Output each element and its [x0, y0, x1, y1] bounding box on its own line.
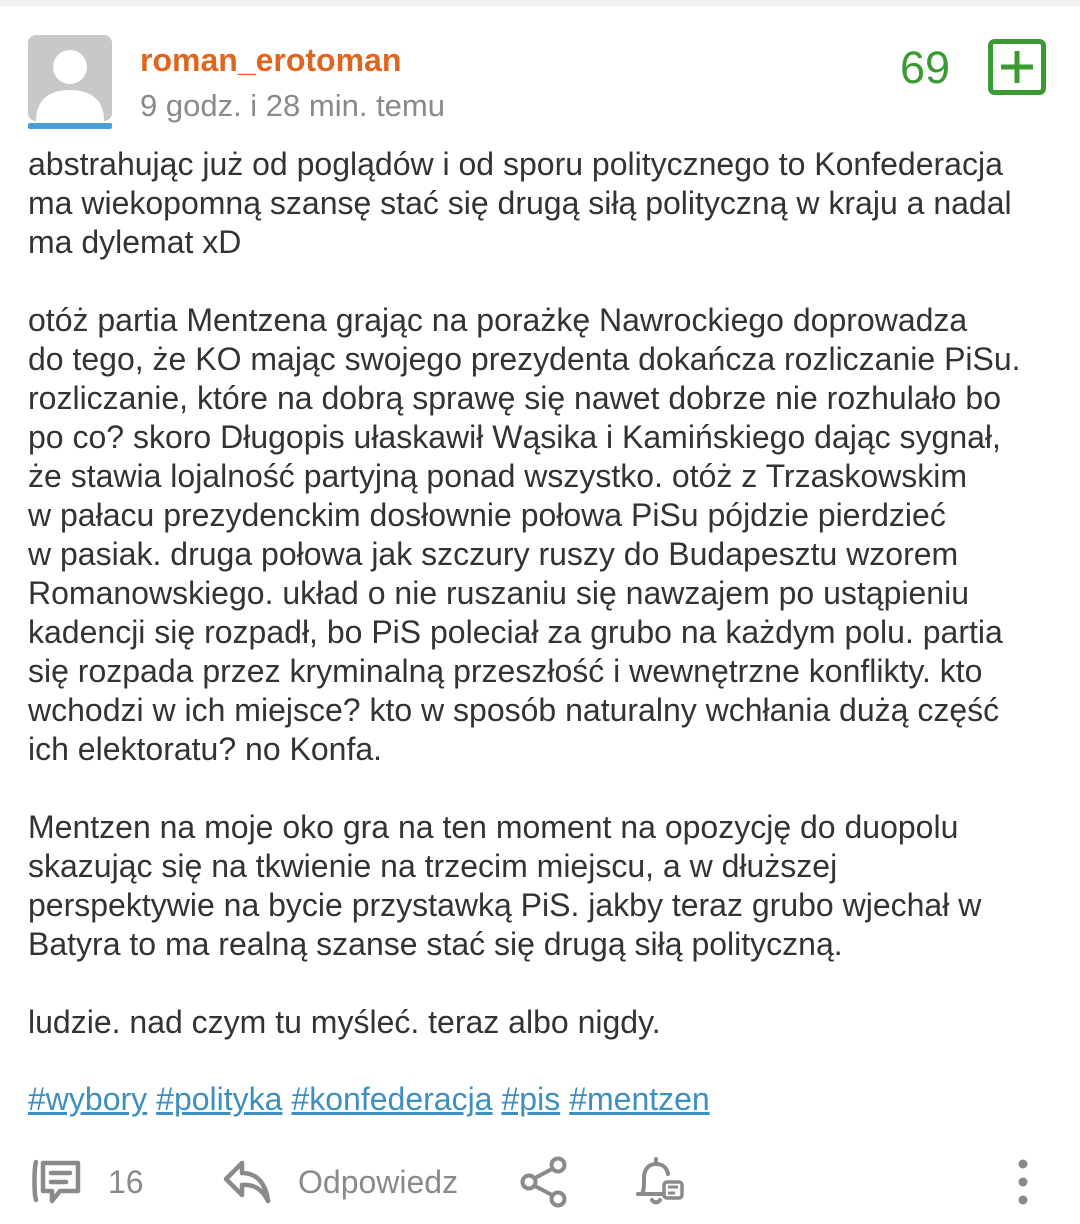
share-icon	[520, 1156, 568, 1208]
username[interactable]: roman_erotoman	[140, 42, 402, 78]
text-line: Romanowskiego. układ o nie ruszaniu się nawzajem po ustąpieniu	[28, 575, 969, 611]
paragraph	[28, 1003, 1058, 1042]
text-line: rozliczanie, które na dobrą sprawę się nawet dobrze nie rozhulało bo	[28, 380, 1001, 416]
tag-link[interactable]: #konfederacja	[291, 1081, 493, 1117]
text-line: w pasiak. druga połowa jak szczury ruszy do Budapesztu wzorem	[28, 536, 959, 572]
tag-link[interactable]: #pis	[501, 1081, 561, 1117]
comments-button[interactable]	[30, 1150, 144, 1214]
top-divider	[0, 0, 1080, 6]
reply-label: Odpowiedz	[298, 1163, 459, 1200]
notifications-button[interactable]	[634, 1150, 686, 1214]
action-bar	[0, 1150, 1080, 1214]
text-line: się rozpada przez kryminalną przeszłość i wewnętrzne konflikty. kto	[28, 653, 983, 689]
tag-link[interactable]: #polityka	[156, 1081, 283, 1117]
paragraph	[28, 301, 1058, 769]
tag-list	[28, 1080, 719, 1119]
text-line: że stawia lojalność partyjną ponad wszystko. otóż z Trzaskowskim	[28, 458, 968, 494]
plus-icon	[988, 39, 1046, 95]
default-user-avatar-icon	[28, 35, 112, 121]
paragraph-gap	[28, 769, 1058, 808]
paragraph	[28, 145, 1058, 262]
paragraph	[28, 808, 1058, 964]
text-line: perspektywie na bycie przystawką PiS. jakby teraz grubo wjechał w	[28, 887, 982, 923]
text-line: abstrahując już od poglądów i od sporu politycznego to Konfederacja	[28, 146, 1003, 182]
tag-link[interactable]: #mentzen	[569, 1081, 710, 1117]
text-line: po co? skoro Długopis ułaskawił Wąsika i Kamińskiego dając sygnał,	[28, 419, 1001, 455]
more-options-button[interactable]	[1010, 1150, 1036, 1214]
text-line: ludzie. nad czym tu myśleć. teraz albo nigdy.	[28, 1004, 661, 1040]
text-line: w pałacu prezydenckim dosłownie połowa PiSu pójdzie pierdzieć	[28, 497, 946, 533]
post-body	[28, 145, 1058, 1042]
tag-link[interactable]: #wybory	[28, 1081, 148, 1117]
text-line: Batyra to ma realną szanse stać się drugą siłą polityczną.	[28, 926, 843, 962]
more-vertical-icon	[1010, 1158, 1036, 1206]
text-line: Mentzen na moje oko gra na ten moment na opozycję do duopolu	[28, 809, 959, 845]
text-line: do tego, że KO mając swojego prezydenta dokańcza rozliczanie PiSu.	[28, 341, 1021, 377]
paragraph-gap	[28, 964, 1058, 1003]
reply-icon	[222, 1159, 272, 1205]
reply-button[interactable]	[222, 1150, 458, 1214]
text-line: kadencji się rozpadł, bo PiS poleciał za grubo na każdym polu. partia	[28, 614, 1003, 650]
text-line: ma dylemat xD	[28, 224, 242, 260]
comments-count: 16	[108, 1163, 144, 1200]
avatar[interactable]	[28, 35, 112, 129]
text-line: skazując się na tkwienie na trzecim miejscu, a w dłuższej	[28, 848, 838, 884]
paragraph-gap	[28, 262, 1058, 301]
text-line: ma wiekopomną szansę stać się drugą siłą polityczną w kraju a nadal	[28, 185, 1012, 221]
vote-score: 69	[900, 42, 951, 93]
avatar-status-bar	[28, 123, 112, 129]
bell-icon	[634, 1156, 686, 1208]
comments-icon	[30, 1159, 84, 1205]
text-line: ich elektoratu? no Konfa.	[28, 731, 383, 767]
text-line: otóż partia Mentzena grając na porażkę Nawrockiego doprowadza	[28, 302, 968, 338]
text-line: wchodzi w ich miejsce? kto w sposób naturalny wchłania dużą część	[28, 692, 1000, 728]
upvote-button[interactable]	[988, 39, 1046, 95]
share-button[interactable]	[520, 1150, 568, 1214]
post-time: 9 godz. i 28 min. temu	[140, 88, 445, 123]
